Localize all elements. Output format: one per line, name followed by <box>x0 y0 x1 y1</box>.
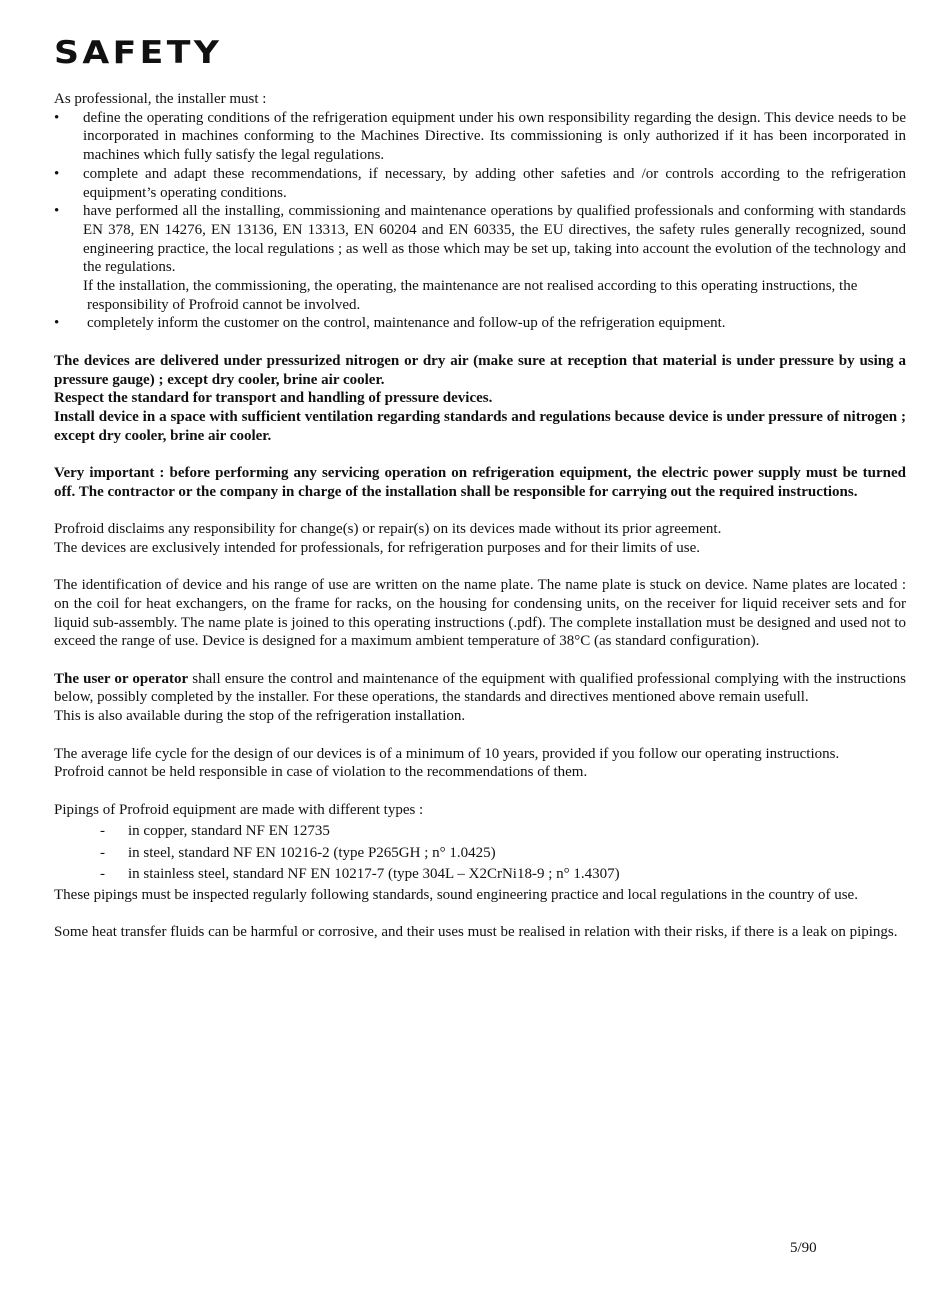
bullet-icon: • <box>54 109 60 126</box>
disclaimer-block <box>54 520 906 557</box>
very-important-warning: Very important : before performing any servicing operation on refrigeration equipment, the electric power supply must be turned off. The contractor or the company in charge of the installation shall be responsible for carrying out the required instructions. <box>54 465 906 500</box>
pressure-warning: The devices are delivered under pressurized nitrogen or dry air (make sure at reception that material is under pressure by using a pressure gauge) ; except dry cooler, brine air cooler. <box>54 352 906 388</box>
responsibility-note-line2: responsibility of Profroid cannot be involved. <box>87 296 361 313</box>
ventilation-warning: Install device in a space with sufficient ventilation regarding standards and regulations because device is under pressure of nitrogen ; except dry cooler, brine air cooler. <box>54 408 906 444</box>
list-item <box>54 202 906 277</box>
bullet-icon: • <box>54 203 60 220</box>
pipings-list <box>54 821 906 886</box>
dash-icon: - <box>100 866 105 883</box>
pipings-inspection: These pipings must be inspected regularly following standards, sound engineering practice and local regulations in the country of use. <box>54 886 858 903</box>
list-item <box>54 864 906 886</box>
pipings-block <box>54 801 906 905</box>
life-cycle-line: Profroid cannot be held responsible in case of violation to the recommendations of them. <box>54 764 588 781</box>
dash-icon: - <box>100 823 105 840</box>
responsibility-note <box>54 277 906 314</box>
list-item-text: completely inform the customer on the control, maintenance and follow-up of the refrigeration equipment. <box>87 315 726 332</box>
list-item <box>54 109 906 165</box>
dash-icon: - <box>100 844 105 861</box>
disclaimer-line: The devices are exclusively intended for professionals, for refrigeration purposes and for their limits of use. <box>54 539 701 556</box>
bullet-icon: • <box>54 165 60 182</box>
disclaimer-line: Profroid disclaims any responsibility for change(s) or repair(s) on its devices made without its prior agreement. <box>54 521 722 538</box>
user-operator-block <box>54 670 906 726</box>
user-operator-text: shall ensure the control and maintenance of the equipment with qualified professional complying with the instructions below, possibly completed by the installer. For these operations, the standards and directives mentioned above remain usefull. <box>54 670 906 706</box>
list-item <box>54 843 906 865</box>
list-item <box>54 821 906 843</box>
installer-intro: As professional, the installer must : <box>54 91 267 107</box>
installer-duties-list-cont <box>54 314 906 333</box>
user-operator-lead: The user or operator <box>54 670 189 687</box>
heat-transfer-paragraph: Some heat transfer fluids can be harmful or corrosive, and their uses must be realised in relation with their risks, if there is a leak on pipings. <box>54 924 898 941</box>
document-body <box>54 90 906 942</box>
pressure-warning-block <box>54 352 906 446</box>
life-cycle-line: The average life cycle for the design of our devices is of a minimum of 10 years, provided if you follow our operating instructions. <box>54 745 840 762</box>
transport-warning: Respect the standard for transport and handling of pressure devices. <box>54 390 493 407</box>
list-item <box>54 165 906 202</box>
user-operator-line2: This is also available during the stop of the refrigeration installation. <box>54 708 466 725</box>
list-item-text: complete and adapt these recommendations, if necessary, by adding other safeties and /or controls according to the refrigeration equipment’s operating conditions. <box>83 165 906 201</box>
bullet-icon: • <box>54 315 60 332</box>
list-item-text: have performed all the installing, commissioning and maintenance operations by qualified professionals and conforming with standards EN 378, EN 14276, EN 13136, EN 13313, EN 60204 and EN 60335, the EU directives, the safety rules generally recognized, sound engineering practice, the local regulations ; as well as those which may be set up, taking into account the evolution of the technology and the regulations. <box>83 203 906 276</box>
list-item-text: in copper, standard NF EN 12735 <box>128 823 330 840</box>
page-number: 5/90 <box>790 1240 817 1256</box>
identification-paragraph: The identification of device and his range of use are written on the name plate. The name plate is stuck on device. Name plates are located : on the coil for heat exchangers, on the frame for racks, on the housing for condensing units, on the receiver for liquid receiver sets and for liquid sub-assembly. The name plate is joined to this operating instructions (.pdf). The complete installation must be designed and used not to exceed the range of use. Device is designed for a maximum ambient temperature of 38°C (as standard configuration). <box>54 577 906 650</box>
pipings-intro: Pipings of Profroid equipment are made with different types : <box>54 801 424 818</box>
list-item-text: in steel, standard NF EN 10216-2 (type P265GH ; n° 1.0425) <box>128 844 496 861</box>
list-item-text: define the operating conditions of the refrigeration equipment under his own responsibility regarding the design. This device needs to be incorporated in machines conforming to the Machines Directive. Its commissioning is only authorized if it has been incorporated in machines which fully satisfy the legal regulations. <box>83 109 906 164</box>
list-item <box>54 314 906 333</box>
responsibility-note-line1: If the installation, the commissioning, the operating, the maintenance are not realised according to this operating instructions, the <box>83 278 858 295</box>
installer-duties-list <box>54 109 906 277</box>
user-operator-paragraph <box>54 670 906 707</box>
page-title: SAFETY <box>54 35 223 71</box>
list-item-text: in stainless steel, standard NF EN 10217-7 (type 304L – X2CrNi18-9 ; n° 1.4307) <box>128 866 620 883</box>
life-cycle-block <box>54 745 906 782</box>
